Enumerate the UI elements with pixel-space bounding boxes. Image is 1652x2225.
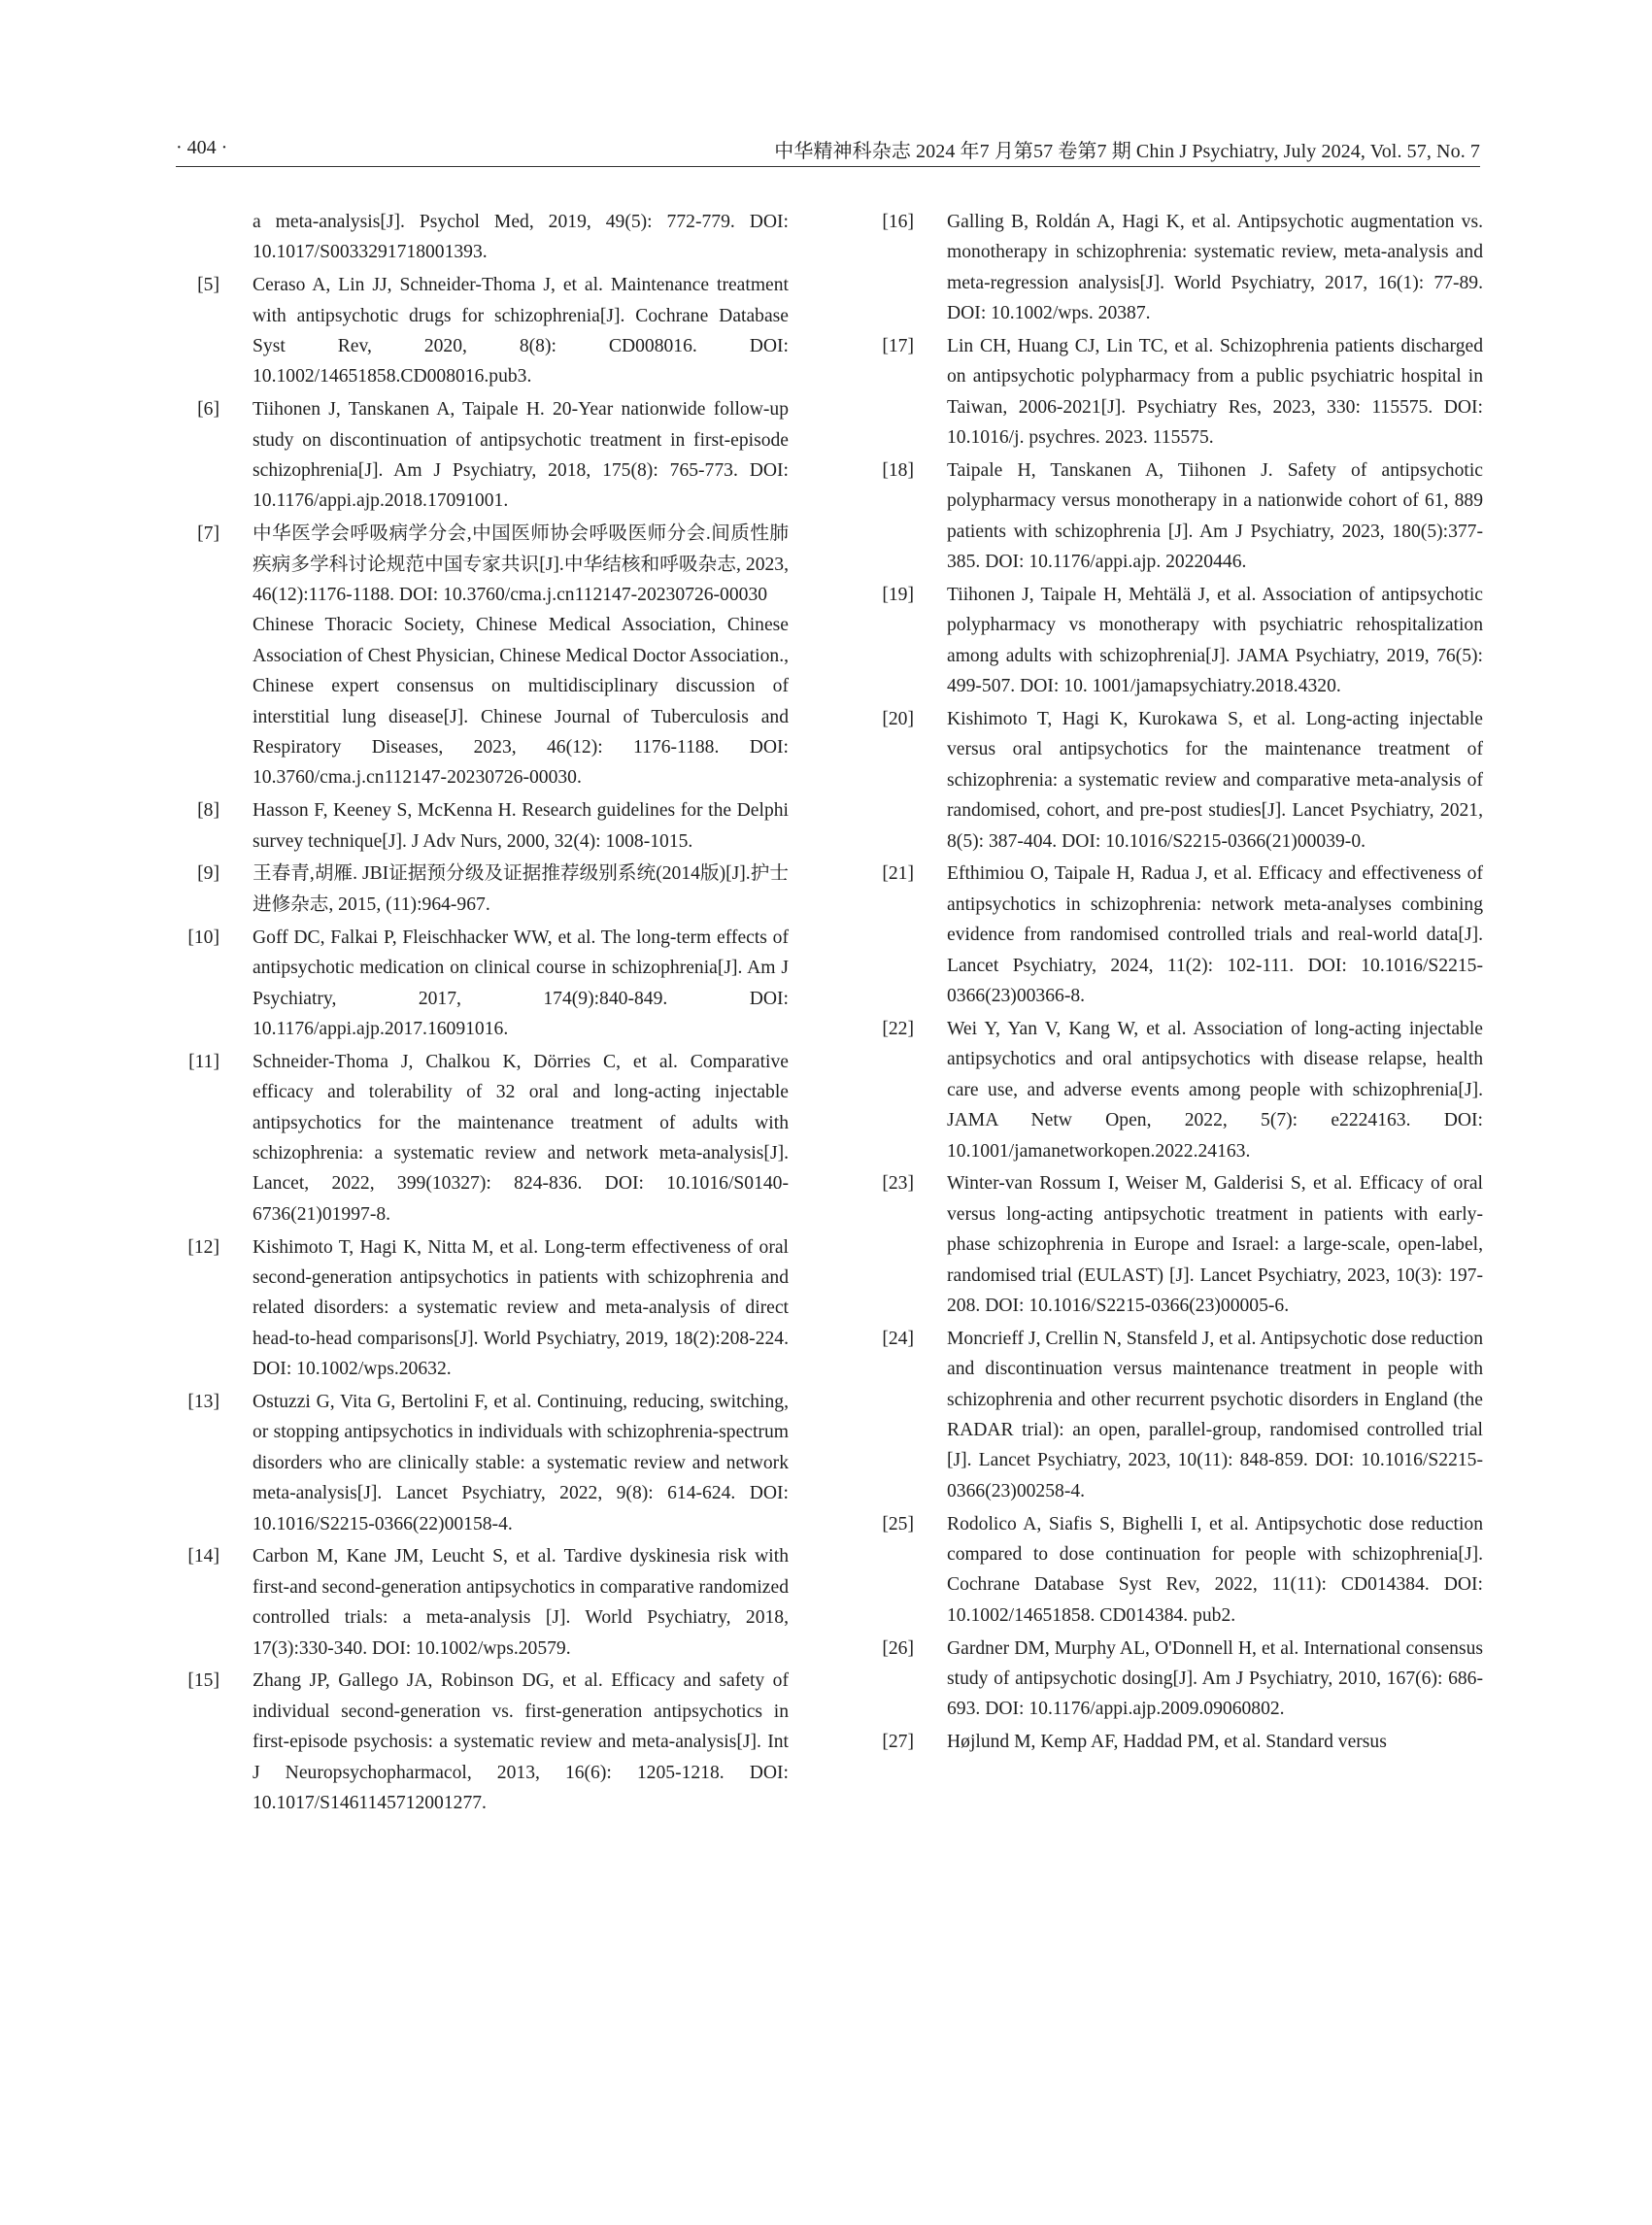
reference-number: [6] bbox=[197, 399, 219, 421]
reference-entry bbox=[869, 455, 1483, 578]
reference-text: Goff DC, Falkai P, Fleischhacker WW, et al. The long-term effects of antipsychotic medication on clinical course in schizophrenia[J]. Am J Psychiatry, 2017, 174(9):840-849. DOI: 10.1176/appi.ajp.2017.16091016. bbox=[253, 927, 789, 1039]
reference-number: [22] bbox=[882, 1018, 914, 1039]
references-left-column bbox=[175, 207, 789, 1821]
reference-number: [10] bbox=[187, 927, 219, 948]
reference-number: [16] bbox=[882, 212, 914, 232]
reference-number: [12] bbox=[187, 1236, 219, 1258]
reference-entry bbox=[869, 207, 1483, 329]
reference-entry bbox=[175, 1047, 789, 1230]
reference-text: 王春青,胡雁. JBI证据预分级及证据推荐级别系统(2014版)[J].护士进修杂志, 2015, (11):964-967. bbox=[253, 863, 789, 915]
reference-text: Zhang JP, Gallego JA, Robinson DG, et al. Efficacy and safety of individual second-generation vs. first-generation antipsychotics in first-episode psychosis: a systematic review and meta-analysis[J]. Int J Neuropsychopharmacol, 2013, 16(6): 1205-1218. DOI: 10.1017/S1461145712001277. bbox=[253, 1670, 789, 1814]
reference-text: Moncrieff J, Crellin N, Stansfeld J, et al. Antipsychotic dose reduction and discontinuation versus maintenance treatment in people with schizophrenia and other recurrent psychotic disorders in England (the RADAR trial): an open, parallel-group, randomised controlled trial [J]. Lancet Psychiatry, 2023, 10(11): 848-859. DOI: 10.1016/S2215-0366(23)00258-4. bbox=[947, 1328, 1483, 1501]
reference-entry bbox=[175, 207, 789, 268]
reference-number: [13] bbox=[187, 1391, 219, 1412]
reference-text: Galling B, Roldán A, Hagi K, et al. Antipsychotic augmentation vs. monotherapy in schizophrenia: systematic review, meta-analysis and meta-regression analysis[J]. World Psychiatry, 2017, 16(1): 77-89. DOI: 10.1002/wps. 20387. bbox=[947, 212, 1483, 324]
reference-text: Højlund M, Kemp AF, Haddad PM, et al. Standard versus bbox=[947, 1732, 1387, 1753]
reference-text: Tiihonen J, Taipale H, Mehtälä J, et al. Association of antipsychotic polypharmacy vs monotherapy with psychiatric rehospitalization among adults with schizophrenia[J]. JAMA Psychiatry, 2019, 76(5): 499-507. DOI: 10. 1001/jamapsychiatry.2018.4320. bbox=[947, 585, 1483, 697]
references-right-column bbox=[869, 207, 1483, 1760]
reference-text: Schneider-Thoma J, Chalkou K, Dörries C, et al. Comparative efficacy and tolerability of 32 oral and long-acting injectable antipsychotics for the maintenance treatment of adults with schizophrenia: a systematic review and network meta-analysis[J]. Lancet, 2022, 399(10327): 824-836. DOI: 10.1016/S0140-6736(21)01997-8. bbox=[253, 1051, 789, 1225]
reference-entry bbox=[175, 859, 789, 920]
reference-number: [8] bbox=[197, 800, 219, 822]
reference-entry bbox=[869, 1168, 1483, 1321]
reference-entry bbox=[869, 1014, 1483, 1166]
reference-text: a meta-analysis[J]. Psychol Med, 2019, 49(5): 772-779. DOI: 10.1017/S0033291718001393. bbox=[253, 212, 789, 263]
reference-text: Ostuzzi G, Vita G, Bertolini F, et al. Continuing, reducing, switching, or stopping antipsychotics in individuals with schizophrenia-spectrum disorders who are clinically stable: a systematic review and network meta-analysis[J]. Lancet Psychiatry, 2022, 9(8): 614-624. DOI: 10.1016/S2215-0366(22)00158-4. bbox=[253, 1391, 789, 1534]
reference-number: [26] bbox=[882, 1637, 914, 1659]
reference-number: [21] bbox=[882, 863, 914, 885]
reference-text: Winter-van Rossum I, Weiser M, Galderisi S, et al. Efficacy of oral versus long-acting antipsychotic treatment in patients with early-phase schizophrenia in Europe and Israel: a large-scale, open-label, randomised trial (EULAST) [J]. Lancet Psychiatry, 2023, 10(3): 197-208. DOI: 10.1016/S2215-0366(23)00005-6. bbox=[947, 1173, 1483, 1316]
reference-entry bbox=[869, 1634, 1483, 1725]
reference-entry bbox=[175, 923, 789, 1045]
reference-number: [17] bbox=[882, 336, 914, 357]
reference-text: Kishimoto T, Hagi K, Kurokawa S, et al. Long-acting injectable versus oral antipsychotics for the maintenance treatment of schizophrenia: a systematic review and comparative meta-analysis of randomised, cohort, and pre-post studies[J]. Lancet Psychiatry, 2021, 8(5): 387-404. DOI: 10.1016/S2215-0366(21)00039-0. bbox=[947, 709, 1483, 852]
reference-text: 中华医学会呼吸病学分会,中国医师协会呼吸医师分会.间质性肺疾病多学科讨论规范中国专家共识[J].中华结核和呼吸杂志, 2023, 46(12):1176-1188. DOI: 10.3760/cma.j.cn112147-20230726-00030 bbox=[253, 523, 789, 606]
reference-entry bbox=[175, 1232, 789, 1385]
reference-number: [9] bbox=[197, 863, 219, 885]
reference-entry bbox=[175, 270, 789, 392]
reference-entry bbox=[869, 1324, 1483, 1506]
reference-text: Carbon M, Kane JM, Leucht S, et al. Tardive dyskinesia risk with first-and second-generation antipsychotics in comparative randomized controlled trials: a meta-analysis [J]. World Psychiatry, 2018, 17(3):330-340. DOI: 10.1002/wps.20579. bbox=[253, 1546, 789, 1659]
reference-entry bbox=[175, 795, 789, 857]
reference-text: Gardner DM, Murphy AL, O'Donnell H, et al. International consensus study of antipsychotic dosing[J]. Am J Psychiatry, 2010, 167(6): 686-693. DOI: 10.1176/appi.ajp.2009.09060802. bbox=[947, 1637, 1483, 1720]
reference-text: Wei Y, Yan V, Kang W, et al. Association of long-acting injectable antipsychotics and oral antipsychotics with disease relapse, health care use, and adverse events among people with schizophrenia[J]. JAMA Netw Open, 2022, 5(7): e2224163. DOI: 10.1001/jamanetworkopen.2022.24163. bbox=[947, 1018, 1483, 1162]
reference-entry bbox=[175, 1541, 789, 1664]
reference-text: Lin CH, Huang CJ, Lin TC, et al. Schizophrenia patients discharged on antipsychotic polypharmacy from a public psychiatric hospital in Taiwan, 2006-2021[J]. Psychiatry Res, 2023, 330: 115575. DOI: 10.1016/j. psychres. 2023. 115575. bbox=[947, 336, 1483, 449]
reference-entry bbox=[175, 394, 789, 517]
reference-number: [18] bbox=[882, 460, 914, 482]
reference-entry bbox=[175, 1387, 789, 1539]
reference-entry bbox=[869, 331, 1483, 454]
journal-citation: 中华精神科杂志 2024 年7 月第57 卷第7 期 Chin J Psychiatry, July 2024, Vol. 57, No. 7 bbox=[774, 141, 1480, 162]
reference-entry bbox=[869, 580, 1483, 702]
reference-number: [27] bbox=[882, 1732, 914, 1753]
reference-entry bbox=[869, 1509, 1483, 1632]
reference-number: [14] bbox=[187, 1546, 219, 1568]
reference-number: [15] bbox=[187, 1670, 219, 1692]
reference-text: Kishimoto T, Hagi K, Nitta M, et al. Long-term effectiveness of oral second-generation antipsychotics in patients with schizophrenia and related disorders: a systematic review and meta-analysis of direct head-to-head comparisons[J]. World Psychiatry, 2019, 18(2):208-224. DOI: 10.1002/wps.20632. bbox=[253, 1236, 789, 1380]
reference-number: [19] bbox=[882, 585, 914, 606]
running-header bbox=[176, 135, 1480, 167]
reference-number: [20] bbox=[882, 709, 914, 730]
reference-entry bbox=[869, 1727, 1483, 1757]
reference-number: [25] bbox=[882, 1513, 914, 1534]
reference-text: Tiihonen J, Tanskanen A, Taipale H. 20-Year nationwide follow-up study on discontinuation of antipsychotic treatment in first-episode schizophrenia[J]. Am J Psychiatry, 2018, 175(8): 765-773. DOI: 10.1176/appi.ajp.2018.17091001. bbox=[253, 399, 789, 512]
reference-text: Taipale H, Tanskanen A, Tiihonen J. Safety of antipsychotic polypharmacy versus monotherapy in a nationwide cohort of 61, 889 patients with schizophrenia [J]. Am J Psychiatry, 2023, 180(5):377-385. DOI: 10.1176/appi.ajp. 20220446. bbox=[947, 460, 1483, 573]
reference-entry bbox=[869, 704, 1483, 857]
reference-number: [23] bbox=[882, 1173, 914, 1195]
reference-number: [7] bbox=[197, 523, 219, 545]
reference-text: Ceraso A, Lin JJ, Schneider-Thoma J, et al. Maintenance treatment with antipsychotic drugs for schizophrenia[J]. Cochrane Database Syst Rev, 2020, 8(8): CD008016. DOI: 10.1002/14651858.CD008016.pub3. bbox=[253, 275, 789, 388]
reference-translation: Chinese Thoracic Society, Chinese Medical Association, Chinese Association of Chest Physician, Chinese Medical Doctor Association., Chinese expert consensus on multidisciplinary discussion of interstitial lung disease[J]. Chinese Journal of Tuberculosis and Respiratory Diseases, 2023, 46(12): 1176-1188. DOI: 10.3760/cma.j.cn112147-20230726-00030. bbox=[253, 615, 789, 789]
reference-number: [5] bbox=[197, 275, 219, 296]
reference-number: [11] bbox=[188, 1051, 219, 1072]
reference-entry bbox=[175, 1666, 789, 1818]
reference-entry bbox=[869, 859, 1483, 1011]
reference-entry bbox=[175, 519, 789, 793]
reference-text: Hasson F, Keeney S, McKenna H. Research guidelines for the Delphi survey technique[J]. J Adv Nurs, 2000, 32(4): 1008-1015. bbox=[253, 800, 789, 852]
reference-text: Rodolico A, Siafis S, Bighelli I, et al. Antipsychotic dose reduction compared to dose continuation for people with schizophrenia[J]. Cochrane Database Syst Rev, 2022, 11(11): CD014384. DOI: 10.1002/14651858. CD014384. pub2. bbox=[947, 1513, 1483, 1626]
reference-text: Efthimiou O, Taipale H, Radua J, et al. Efficacy and effectiveness of antipsychotics in schizophrenia: network meta-analyses combining evidence from randomised controlled trials and real-world data[J]. Lancet Psychiatry, 2024, 11(2): 102-111. DOI: 10.1016/S2215-0366(23)00366-8. bbox=[947, 863, 1483, 1007]
page-number: · 404 · bbox=[176, 137, 228, 158]
reference-number: [24] bbox=[882, 1328, 914, 1349]
